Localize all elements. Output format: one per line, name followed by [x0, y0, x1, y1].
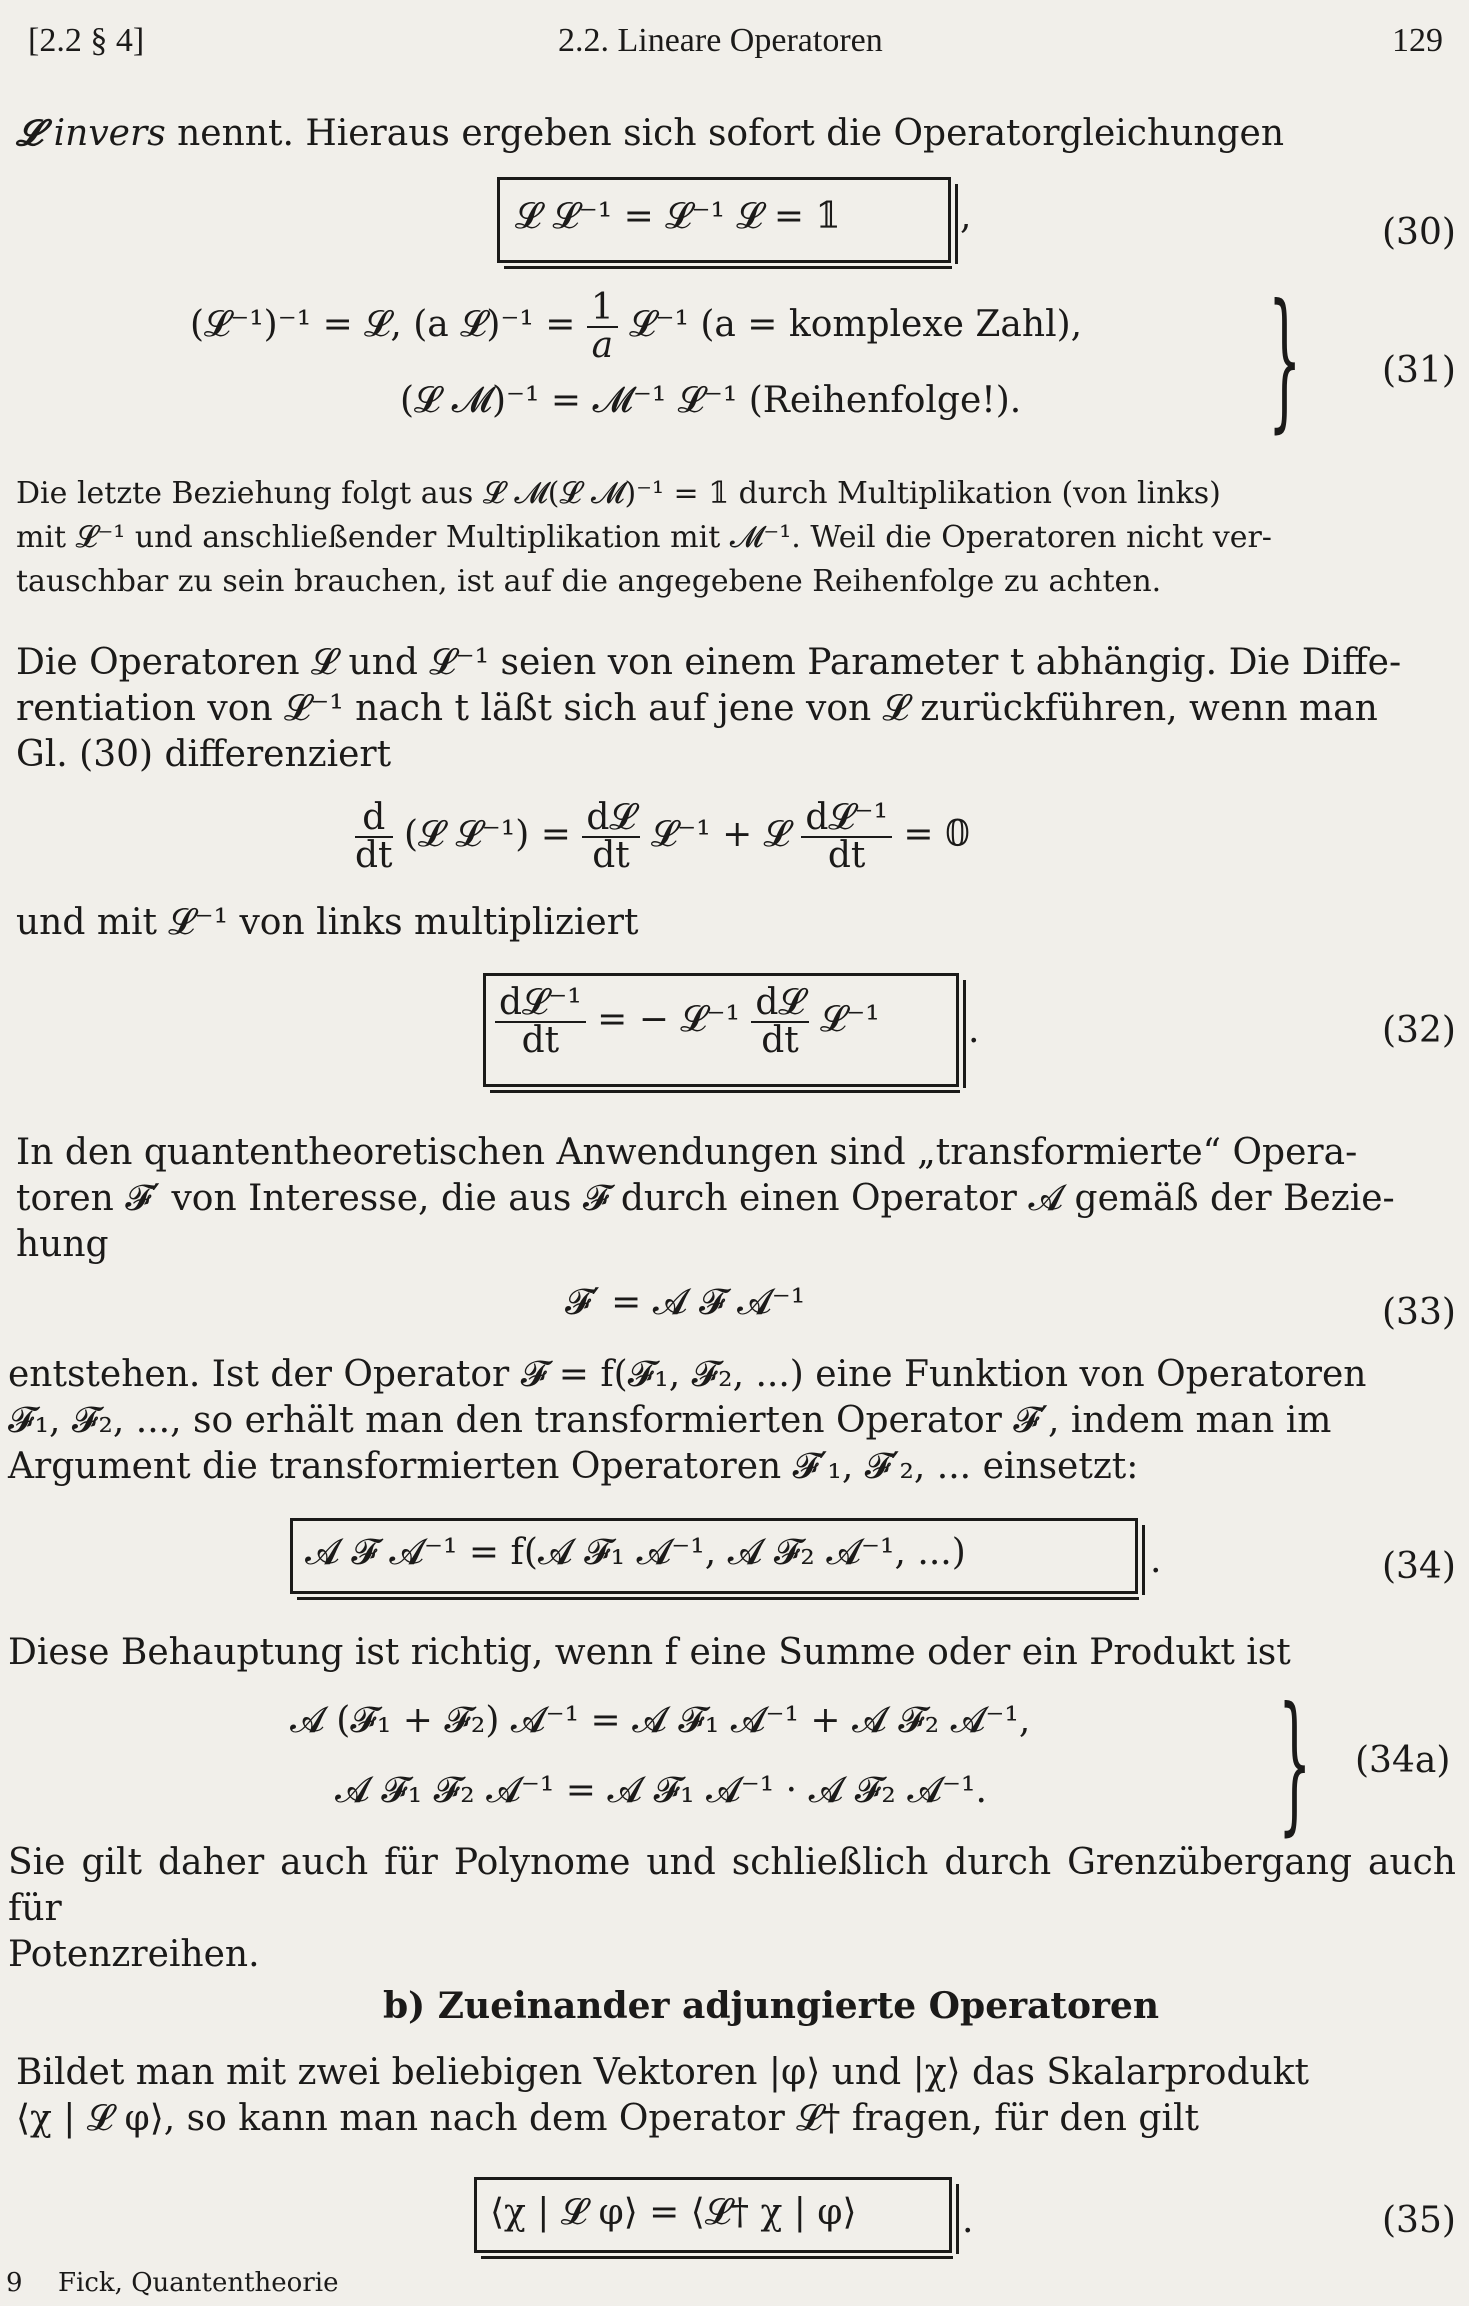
equation-number-35: (35) — [1382, 2200, 1456, 2241]
paragraph-derivative — [16, 640, 1456, 778]
eq-part: = 𝟘 — [903, 814, 971, 855]
frac-num: d𝓛 — [582, 800, 639, 838]
paragraph-line: Bildet man mit zwei beliebigen Vektoren |φ⟩ und |χ⟩ das Skalarprodukt — [16, 2052, 1309, 2093]
paragraph-polynomials — [8, 1840, 1456, 1978]
eq31-fraction — [587, 287, 618, 366]
remark-line-2: mit 𝓛⁻¹ und anschließender Multiplikation mit 𝓜⁻¹. Weil die Operatoren nicht ver- — [16, 520, 1272, 555]
signature-mark: 9 — [6, 2268, 23, 2298]
eq-part: 𝓛⁻¹ — [820, 999, 880, 1040]
paragraph-line: Gl. (30) differenziert — [16, 734, 392, 775]
section-heading: b) Zueinander adjungierte Operatoren — [383, 1985, 1160, 2027]
eq-part: 𝓛⁻¹ + 𝓛 — [651, 814, 790, 855]
paragraph-line: Argument die transformierten Operatoren 𝓕′₁, 𝓕′₂, ... einsetzt: — [8, 1446, 1139, 1487]
equation-number-30: (30) — [1382, 212, 1456, 253]
equation-31-line1 — [190, 287, 1083, 366]
frac-den: dt — [355, 835, 393, 876]
equation-34: 𝓐 𝓕 𝓐⁻¹ = f(𝓐 𝓕₁ 𝓐⁻¹, 𝓐 𝓕₂ 𝓐⁻¹, ...) — [305, 1532, 966, 1573]
remark-line-1: Die letzte Beziehung folgt aus 𝓛 𝓜(𝓛 𝓜)⁻¹ = 𝟙 durch Multiplikation (von links) — [16, 476, 1221, 511]
paragraph-intro — [16, 110, 1284, 157]
page-number: 129 — [1392, 22, 1443, 59]
equation-31-line2: (𝓛 𝓜)⁻¹ = 𝓜⁻¹ 𝓛⁻¹ (Reihenfolge!). — [400, 380, 1022, 421]
brace-31: } — [1268, 273, 1302, 447]
eq31-frac-den: a — [591, 325, 614, 366]
frac-den: dt — [592, 835, 630, 876]
paragraph-line: Potenzreihen. — [8, 1934, 260, 1975]
equation-number-31: (31) — [1382, 350, 1456, 391]
equation-30: 𝓛 𝓛⁻¹ = 𝓛⁻¹ 𝓛 = 𝟙 — [515, 196, 841, 237]
frac-num: d𝓛⁻¹ — [495, 985, 586, 1023]
brace-34a: } — [1278, 1676, 1312, 1850]
eq31-part-a: (𝓛⁻¹)⁻¹ = 𝓛, (a 𝓛)⁻¹ = — [190, 304, 576, 345]
equation-32-period: . — [968, 1010, 980, 1051]
equation-number-33: (33) — [1382, 1292, 1456, 1333]
equation-35-period: . — [962, 2200, 974, 2241]
fraction — [582, 797, 639, 876]
fraction — [495, 982, 586, 1061]
frac-num: d𝓛 — [751, 985, 808, 1023]
paragraph-line: toren 𝓕′ von Interesse, die aus 𝓕 durch einen Operator 𝓐 gemäß der Bezie- — [16, 1178, 1395, 1219]
eq31-part-b: 𝓛⁻¹ (a = komplexe Zahl), — [629, 304, 1083, 345]
equation-34a-line2: 𝓐 𝓕₁ 𝓕₂ 𝓐⁻¹ = 𝓐 𝓕₁ 𝓐⁻¹ · 𝓐 𝓕₂ 𝓐⁻¹. — [335, 1770, 987, 1811]
paragraph-line: Sie gilt daher auch für Polynome und schließlich durch Grenzübergang auch für — [8, 1842, 1456, 1929]
paragraph-line: entstehen. Ist der Operator 𝓕 = f(𝓕₁, 𝓕₂, ...) eine Funktion von Operatoren — [8, 1354, 1367, 1395]
eq31-frac-num: 1 — [587, 290, 618, 328]
equation-derivative — [355, 797, 971, 876]
equation-34a-line1: 𝓐 (𝓕₁ + 𝓕₂) 𝓐⁻¹ = 𝓐 𝓕₁ 𝓐⁻¹ + 𝓐 𝓕₂ 𝓐⁻¹, — [290, 1700, 1031, 1741]
paragraph-line: ⟨χ | 𝓛 φ⟩, so kann man nach dem Operator 𝓛† fragen, für den gilt — [16, 2098, 1199, 2139]
paragraph-line: Die Operatoren 𝓛 und 𝓛⁻¹ seien von einem Parameter t abhängig. Die Diffe- — [16, 642, 1402, 683]
frac-den: dt — [521, 1020, 560, 1061]
frac-num: d𝓛⁻¹ — [801, 800, 892, 838]
equation-number-34a: (34a) — [1355, 1740, 1451, 1781]
equation-33: 𝓕′ = 𝓐 𝓕 𝓐⁻¹ — [565, 1282, 806, 1323]
eq-part: = − 𝓛⁻¹ — [597, 999, 740, 1040]
fraction — [751, 982, 808, 1061]
paragraph-adjoint — [16, 2050, 1456, 2142]
frac-den: dt — [827, 835, 866, 876]
fraction — [801, 797, 892, 876]
italic-word: invers — [53, 113, 166, 154]
fraction — [355, 797, 393, 876]
paragraph-line: rentiation von 𝓛⁻¹ nach t läßt sich auf jene von 𝓛 zurückführen, wenn man — [16, 688, 1378, 729]
equation-32 — [495, 982, 880, 1061]
paragraph-line: hung — [16, 1224, 109, 1265]
paragraph-function — [8, 1352, 1456, 1490]
paragraph-transformed — [16, 1130, 1456, 1268]
paragraph-multiplied: und mit 𝓛⁻¹ von links multipliziert — [16, 902, 639, 943]
equation-number-34: (34) — [1382, 1546, 1456, 1587]
frac-num: d — [355, 800, 393, 838]
section-ref: [2.2 § 4] — [28, 22, 145, 59]
remark-paragraph — [16, 472, 1456, 604]
paragraph-claim: Diese Behauptung ist richtig, wenn f eine Summe oder ein Produkt ist — [8, 1632, 1291, 1673]
equation-35: ⟨χ | 𝓛 φ⟩ = ⟨𝓛† χ | φ⟩ — [490, 2192, 857, 2233]
eq-part: (𝓛 𝓛⁻¹) = — [403, 814, 571, 855]
equation-30-comma: , — [960, 196, 972, 237]
footer-text: Fick, Quantentheorie — [58, 2268, 339, 2298]
remark-line-3: tauschbar zu sein brauchen, ist auf die angegebene Reihenfolge zu achten. — [16, 564, 1162, 599]
paragraph-text: nennt. Hieraus ergeben sich sofort die Operatorgleichungen — [177, 113, 1285, 154]
paragraph-line: 𝓕₁, 𝓕₂, ..., so erhält man den transformierten Operator 𝓕′, indem man im — [8, 1400, 1332, 1441]
frac-den: dt — [761, 1020, 799, 1061]
operator-symbol: 𝓛 — [16, 112, 43, 154]
running-title: 2.2. Lineare Operatoren — [558, 22, 883, 59]
equation-34-period: . — [1150, 1540, 1162, 1581]
equation-number-32: (32) — [1382, 1010, 1456, 1051]
paragraph-line: In den quantentheoretischen Anwendungen sind „transformierte“ Opera- — [16, 1132, 1358, 1173]
